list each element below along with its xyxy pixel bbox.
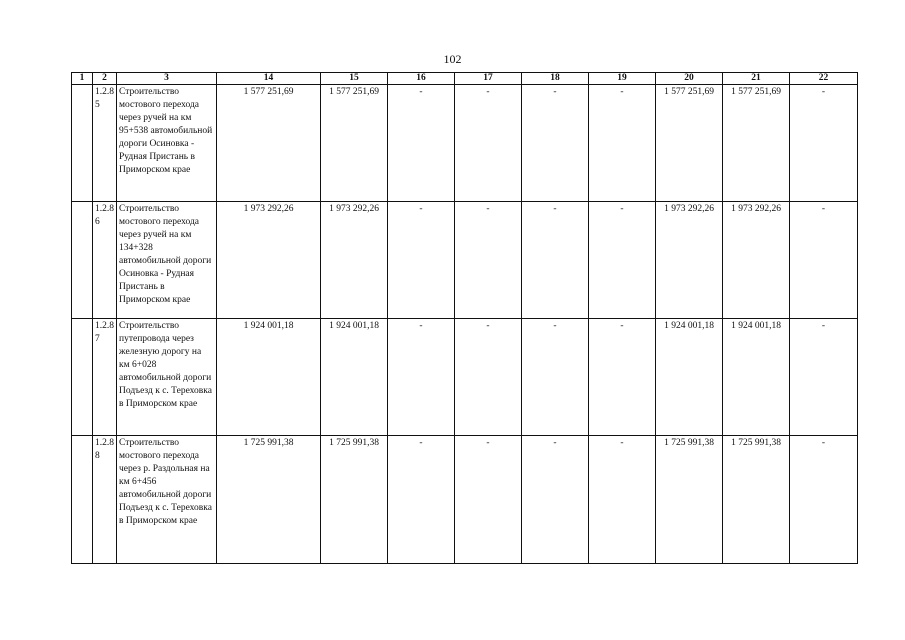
column-header: 3 bbox=[117, 73, 217, 85]
cell-col-15: 1 973 292,26 bbox=[321, 202, 388, 319]
row-name: Строительство путепровода через железную дорогу на км 6+028 автомобильной дороги Подъезд к с. Тереховка в Приморском крае bbox=[117, 319, 217, 436]
cell-col-19: - bbox=[589, 319, 656, 436]
cell-col-14: 1 577 251,69 bbox=[217, 85, 321, 202]
cell-col-22: - bbox=[790, 202, 858, 319]
column-header: 1 bbox=[72, 73, 93, 85]
column-header: 17 bbox=[455, 73, 522, 85]
cell-col-18: - bbox=[522, 202, 589, 319]
cell-col-17: - bbox=[455, 319, 522, 436]
page-number: 102 bbox=[443, 52, 462, 66]
column-header: 2 bbox=[93, 73, 117, 85]
cell-col-21: 1 924 001,18 bbox=[723, 319, 790, 436]
cell-col-15: 1 725 991,38 bbox=[321, 436, 388, 564]
cell-col-16: - bbox=[388, 202, 455, 319]
row-empty-cell bbox=[72, 85, 93, 202]
column-header: 16 bbox=[388, 73, 455, 85]
table-row bbox=[72, 436, 858, 564]
cell-col-15: 1 577 251,69 bbox=[321, 85, 388, 202]
row-number: 1.2.8 7 bbox=[93, 319, 117, 436]
table-row bbox=[72, 85, 858, 202]
column-header: 19 bbox=[589, 73, 656, 85]
cell-col-14: 1 725 991,38 bbox=[217, 436, 321, 564]
cell-col-22: - bbox=[790, 85, 858, 202]
row-empty-cell bbox=[72, 202, 93, 319]
column-header: 21 bbox=[723, 73, 790, 85]
cell-col-16: - bbox=[388, 85, 455, 202]
cell-col-20: 1 577 251,69 bbox=[656, 85, 723, 202]
column-header: 15 bbox=[321, 73, 388, 85]
table-row bbox=[72, 202, 858, 319]
row-empty-cell bbox=[72, 436, 93, 564]
cell-col-16: - bbox=[388, 319, 455, 436]
cell-col-17: - bbox=[455, 436, 522, 564]
row-number: 1.2.8 6 bbox=[93, 202, 117, 319]
row-empty-cell bbox=[72, 319, 93, 436]
cell-col-20: 1 973 292,26 bbox=[656, 202, 723, 319]
column-header: 22 bbox=[790, 73, 858, 85]
cell-col-18: - bbox=[522, 85, 589, 202]
row-name: Строительство мостового перехода через р. Раздольная на км 6+456 автомобильной дороги Подъезд к с. Тереховка в Приморском крае bbox=[117, 436, 217, 564]
column-header: 20 bbox=[656, 73, 723, 85]
row-number: 1.2.8 5 bbox=[93, 85, 117, 202]
cell-col-16: - bbox=[388, 436, 455, 564]
cell-col-19: - bbox=[589, 85, 656, 202]
cell-col-17: - bbox=[455, 85, 522, 202]
cell-col-14: 1 924 001,18 bbox=[217, 319, 321, 436]
budget-table bbox=[71, 72, 858, 564]
header-row bbox=[72, 73, 858, 85]
cell-col-20: 1 725 991,38 bbox=[656, 436, 723, 564]
cell-col-19: - bbox=[589, 202, 656, 319]
cell-col-17: - bbox=[455, 202, 522, 319]
column-header: 14 bbox=[217, 73, 321, 85]
row-number: 1.2.8 8 bbox=[93, 436, 117, 564]
row-name: Строительство мостового перехода через ручей на км 134+328 автомобильной дороги Осиновка - Рудная Пристань в Приморском крае bbox=[117, 202, 217, 319]
cell-col-19: - bbox=[589, 436, 656, 564]
cell-col-18: - bbox=[522, 319, 589, 436]
table-row bbox=[72, 319, 858, 436]
column-header: 18 bbox=[522, 73, 589, 85]
cell-col-18: - bbox=[522, 436, 589, 564]
cell-col-22: - bbox=[790, 319, 858, 436]
cell-col-21: 1 973 292,26 bbox=[723, 202, 790, 319]
cell-col-15: 1 924 001,18 bbox=[321, 319, 388, 436]
cell-col-14: 1 973 292,26 bbox=[217, 202, 321, 319]
cell-col-21: 1 725 991,38 bbox=[723, 436, 790, 564]
cell-col-20: 1 924 001,18 bbox=[656, 319, 723, 436]
cell-col-22: - bbox=[790, 436, 858, 564]
row-name: Строительство мостового перехода через ручей на км 95+538 автомобильной дороги Осиновка - Рудная Пристань в Приморском крае bbox=[117, 85, 217, 202]
cell-col-21: 1 577 251,69 bbox=[723, 85, 790, 202]
